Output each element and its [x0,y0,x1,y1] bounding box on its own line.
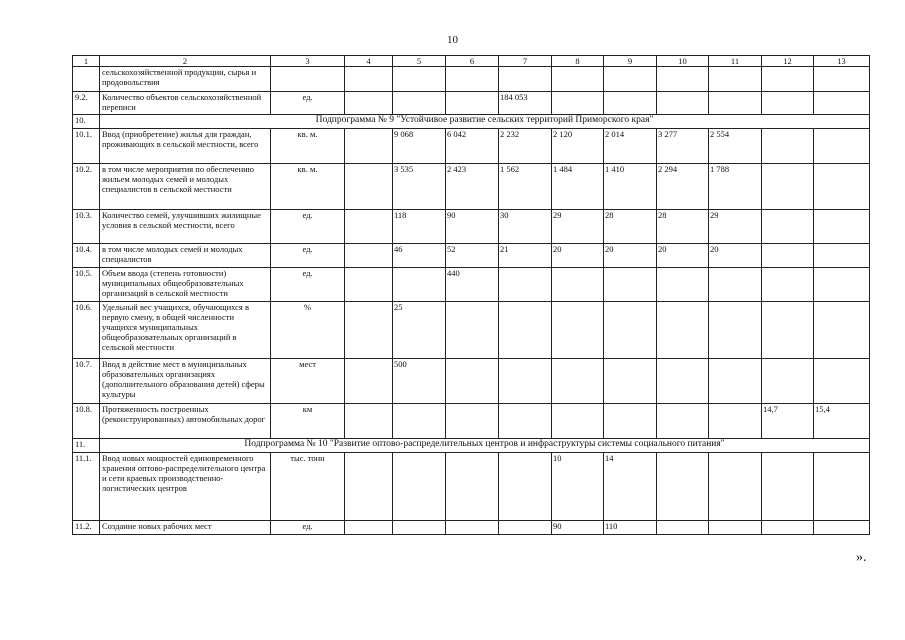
value-cell [814,210,870,244]
value-cell [657,67,709,92]
table-row [73,268,870,302]
value-cell [345,67,393,92]
indicator-name: Удельный вес учащихся, обучающихся в первую смену, в общей численности учащихся муниципальных общеобразовательных организаций в сельской местности [100,302,271,359]
unit-cell: мест [271,359,345,404]
value-cell: 500 [393,359,446,404]
value-cell [446,302,499,359]
value-cell: 30 [499,210,552,244]
value-cell [393,453,446,521]
row-number: 10.2. [73,164,100,210]
value-cell: 2 014 [604,129,657,164]
value-cell [762,359,814,404]
value-cell: 118 [393,210,446,244]
value-cell [393,67,446,92]
value-cell [709,67,762,92]
value-cell [814,92,870,115]
section-row [73,115,870,129]
value-cell: 21 [499,244,552,268]
row-number: 10.7. [73,359,100,404]
value-cell [446,359,499,404]
row-number: 10.3. [73,210,100,244]
value-cell [345,244,393,268]
value-cell [657,453,709,521]
unit-cell [271,67,345,92]
value-cell: 1 410 [604,164,657,210]
value-cell [762,67,814,92]
value-cell [345,92,393,115]
value-cell [762,268,814,302]
value-cell [393,521,446,535]
value-cell: 90 [446,210,499,244]
value-cell: 9 068 [393,129,446,164]
row-number: 10.5. [73,268,100,302]
value-cell [814,359,870,404]
value-cell [657,268,709,302]
value-cell [709,302,762,359]
indicator-name: Создание новых рабочих мест [100,521,271,535]
value-cell: 2 554 [709,129,762,164]
table-row [73,359,870,404]
value-cell [393,268,446,302]
value-cell [345,210,393,244]
table-row [73,164,870,210]
indicator-name: сельскохозяйственной продукции, сырья и продовольствия [100,67,271,92]
value-cell [446,404,499,439]
value-cell [345,453,393,521]
row-number: 11.2. [73,521,100,535]
value-cell: 1 562 [499,164,552,210]
value-cell [499,302,552,359]
value-cell: 20 [657,244,709,268]
value-cell: 29 [552,210,604,244]
value-cell [604,302,657,359]
column-number-cell: 3 [271,56,345,67]
value-cell [393,404,446,439]
column-number-row [73,56,870,67]
row-number: 9.2. [73,92,100,115]
unit-cell: ед. [271,244,345,268]
table-row [73,67,870,92]
value-cell [709,453,762,521]
value-cell: 14,7 [762,404,814,439]
value-cell: 20 [709,244,762,268]
value-cell: 3 535 [393,164,446,210]
value-cell [657,404,709,439]
value-cell: 15,4 [814,404,870,439]
value-cell: 184 053 [499,92,552,115]
value-cell [345,129,393,164]
value-cell [657,92,709,115]
value-cell: 2 232 [499,129,552,164]
value-cell [814,521,870,535]
value-cell [604,404,657,439]
value-cell [345,404,393,439]
value-cell [446,67,499,92]
value-cell [345,521,393,535]
value-cell [345,359,393,404]
row-number [73,67,100,92]
value-cell [499,404,552,439]
unit-cell: ед. [271,210,345,244]
value-cell: 52 [446,244,499,268]
value-cell [552,92,604,115]
indicator-name: Объем ввода (степень готовности) муниципальных общеобразовательных организаций в сельской местности [100,268,271,302]
indicator-name: в том числе мероприятия по обеспечению жильем молодых семей и молодых специалистов в сельской местности [100,164,271,210]
value-cell [499,453,552,521]
unit-cell: км [271,404,345,439]
value-cell [552,359,604,404]
value-cell: 440 [446,268,499,302]
value-cell [499,67,552,92]
value-cell: 29 [709,210,762,244]
value-cell: 110 [604,521,657,535]
value-cell [604,67,657,92]
section-title: Подпрограмма № 9 "Устойчивое развитие сельских территорий Приморского края" [100,115,870,129]
value-cell [762,302,814,359]
value-cell [762,92,814,115]
table-row [73,453,870,521]
table-row [73,92,870,115]
value-cell: 46 [393,244,446,268]
row-number: 10.6. [73,302,100,359]
row-number: 10.4. [73,244,100,268]
column-number-cell: 7 [499,56,552,67]
value-cell: 20 [552,244,604,268]
value-cell: 2 294 [657,164,709,210]
value-cell [762,164,814,210]
unit-cell: ед. [271,92,345,115]
value-cell [345,302,393,359]
value-cell [446,453,499,521]
value-cell [814,129,870,164]
value-cell [762,210,814,244]
value-cell: 3 277 [657,129,709,164]
value-cell [709,521,762,535]
section-number: 10. [73,115,100,129]
value-cell [814,453,870,521]
column-number-cell: 10 [657,56,709,67]
value-cell [499,521,552,535]
indicator-name: в том числе молодых семей и молодых специалистов [100,244,271,268]
indicator-name: Протяженность построенных (реконструированных) автомобильных дорог [100,404,271,439]
value-cell [446,92,499,115]
value-cell [604,268,657,302]
section-row [73,439,870,453]
value-cell [604,92,657,115]
unit-cell: ед. [271,521,345,535]
indicator-name: Ввод (приобретение) жилья для граждан, проживающих в сельской местности, всего [100,129,271,164]
column-number-cell: 2 [100,56,271,67]
table-row [73,521,870,535]
value-cell [762,244,814,268]
value-cell [552,268,604,302]
column-number-cell: 6 [446,56,499,67]
value-cell: 1 788 [709,164,762,210]
column-number-cell: 1 [73,56,100,67]
column-number-cell: 5 [393,56,446,67]
value-cell [709,268,762,302]
value-cell [446,521,499,535]
value-cell [345,268,393,302]
indicator-name: Количество объектов сельскохозяйственной переписи [100,92,271,115]
section-title: Подпрограмма № 10 "Развитие оптово-распределительных центров и инфраструктуры системы социального питания" [100,439,870,453]
value-cell: 28 [604,210,657,244]
table-row [73,244,870,268]
value-cell [814,164,870,210]
value-cell [762,453,814,521]
unit-cell: % [271,302,345,359]
unit-cell: ед. [271,268,345,302]
value-cell [499,268,552,302]
table-row [73,129,870,164]
column-number-cell: 4 [345,56,393,67]
value-cell: 25 [393,302,446,359]
value-cell: 2 423 [446,164,499,210]
value-cell [657,359,709,404]
column-number-cell: 8 [552,56,604,67]
column-number-cell: 13 [814,56,870,67]
indicator-name: Ввод новых мощностей единовременного хранения оптово-распределительного центра и сети краевых производственно-логистических центров [100,453,271,521]
value-cell [762,129,814,164]
value-cell [499,359,552,404]
unit-cell: тыс. тонн [271,453,345,521]
value-cell: 20 [604,244,657,268]
value-cell: 90 [552,521,604,535]
indicator-name: Количество семей, улучшивших жилищные условия в сельской местности, всего [100,210,271,244]
value-cell [552,67,604,92]
value-cell: 2 120 [552,129,604,164]
value-cell [814,302,870,359]
table-row [73,210,870,244]
table-row [73,404,870,439]
unit-cell: кв. м. [271,129,345,164]
row-number: 10.8. [73,404,100,439]
page-number: 10 [447,34,458,46]
value-cell: 10 [552,453,604,521]
value-cell [552,302,604,359]
section-number: 11. [73,439,100,453]
value-cell [814,244,870,268]
column-number-cell: 12 [762,56,814,67]
value-cell [814,67,870,92]
indicators-table [72,55,870,535]
value-cell: 28 [657,210,709,244]
unit-cell: кв. м. [271,164,345,210]
value-cell [657,302,709,359]
column-number-cell: 9 [604,56,657,67]
table-row [73,302,870,359]
value-cell [709,92,762,115]
value-cell [345,164,393,210]
value-cell [709,404,762,439]
value-cell: 1 484 [552,164,604,210]
value-cell [552,404,604,439]
value-cell: 14 [604,453,657,521]
value-cell [814,268,870,302]
value-cell [657,521,709,535]
column-number-cell: 11 [709,56,762,67]
row-number: 10.1. [73,129,100,164]
closing-quote-mark: ». [856,550,867,565]
row-number: 11.1. [73,453,100,521]
value-cell [709,359,762,404]
value-cell [762,521,814,535]
value-cell [393,92,446,115]
value-cell: 6 042 [446,129,499,164]
value-cell [604,359,657,404]
indicator-name: Ввод в действие мест в муниципальных образовательных организациях (дополнительного образования детей) сферы культуры [100,359,271,404]
